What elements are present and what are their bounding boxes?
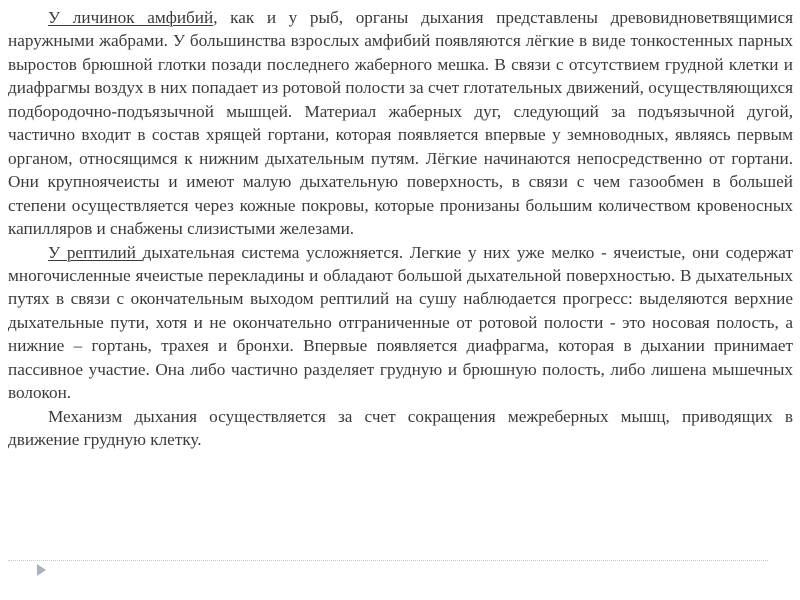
mechanism-text: Механизм дыхания осуществляется за счет сокращения межреберных мышц, приводящих в движение грудную клетку.	[8, 406, 793, 450]
paragraph-mechanism	[8, 405, 793, 452]
amphibians-heading: У личинок амфибий	[48, 8, 214, 27]
reptiles-text: дыхательная система усложняется. Легкие у них уже мелко - ячеистые, они содержат многочисленные ячеистые перекладины и обладают большой дыхательной поверхностью. В дыхательных путях в связи с окончательным выходом рептилий на сушу наблюдается прогресс: выделяются верхние дыхательные пути, хотя и не окончательно отграниченные от ротовой полости - это носовая полость, а нижние – гортань, трахея и бронхи. Впервые появляется диафрагма, которая в дыхании принимает пассивное участие. Она либо частично разделяет грудную и брюшную полость, либо лишена мышечных волокон.	[8, 242, 793, 403]
amphibians-text: , как и у рыб, органы дыхания представлены древовидноветвящимися наружными жабрами. У большинства взрослых амфибий появляются лёгкие в виде тонкостенных парных выростов брюшной глотки позади последнего жаберного мешка. В связи с отсутствием грудной клетки и диафрагмы воздух в них попадает из ротовой полости за счет глотательных движений, осуществляющихся подбородочно-подъязычной мышцей. Материал жаберных дуг, следующий за подъязычной дугой, частично входит в состав хрящей гортани, которая появляется впервые у земноводных, являясь первым органом, относящимся к нижним дыхательным путям. Лёгкие начинаются непосредственно от гортани. Они крупноячеисты и имеют малую дыхательную поверхность, в связи с чем газообмен в большей степени осуществляется через кожные покровы, которые пронизаны большим количеством кровеносных капилляров и снабжены слизистыми железами.	[8, 8, 793, 239]
footer-divider	[8, 560, 768, 561]
document-body	[8, 6, 793, 452]
paragraph-reptiles	[8, 241, 793, 405]
reptiles-heading: У рептилий	[48, 242, 143, 262]
paragraph-amphibians	[8, 6, 793, 241]
triangle-right-icon[interactable]	[37, 564, 46, 576]
